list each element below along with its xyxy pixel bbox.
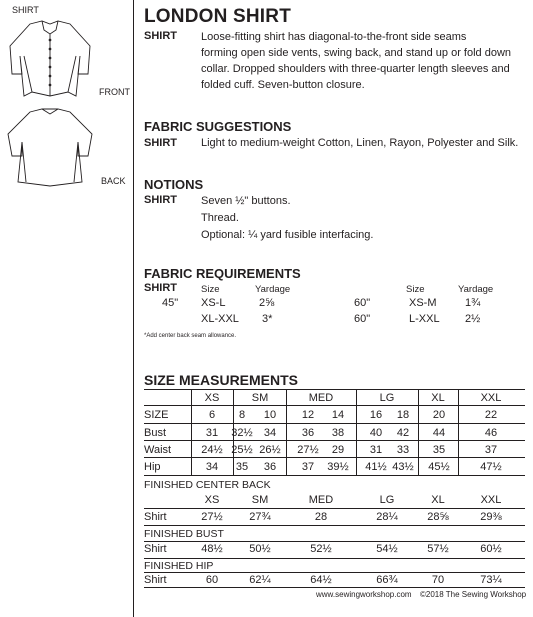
- finished-cb-cell: 27¾: [249, 511, 271, 523]
- finished-cb-cell: 28: [314, 511, 328, 523]
- size-group-header: XS: [204, 392, 220, 404]
- size-group-header: XXL: [480, 494, 502, 506]
- finished-center-back-heading: FINISHED CENTER BACK: [144, 479, 271, 491]
- hip-cell: 43½: [392, 461, 414, 473]
- table-col-rule: [286, 389, 287, 475]
- bust-cell: 46: [484, 427, 498, 439]
- hip-cell: 39½: [327, 461, 349, 473]
- waist-cell: 25½: [231, 444, 253, 456]
- finished-hip-cell: 70: [431, 574, 445, 586]
- hip-cell: 41½: [365, 461, 387, 473]
- yardage-header: Yardage: [255, 284, 291, 295]
- bust-cell: 44: [432, 427, 446, 439]
- req-size: L-XXL: [409, 313, 440, 325]
- bust-cell: 32½: [231, 427, 253, 439]
- waist-cell: 33: [396, 444, 410, 456]
- table-rule: [144, 475, 525, 476]
- size-group-header: SM: [251, 392, 269, 404]
- table-rule: [144, 389, 525, 390]
- size-cell: 18: [396, 409, 410, 421]
- size-measurements-heading: SIZE MEASUREMENTS: [144, 372, 299, 388]
- fabric-suggestions-heading: FABRIC SUGGESTIONS: [144, 119, 292, 134]
- size-group-header: LG: [379, 392, 395, 404]
- notion-item: Optional: ¼ yard fusible interfacing.: [201, 229, 374, 241]
- req-yardage: 2⅝: [259, 297, 275, 309]
- finished-bust-cell: 50½: [249, 543, 271, 555]
- table-rule: [144, 423, 525, 424]
- footnote: *Add center back seam allowance.: [144, 333, 237, 339]
- size-cell: 20: [432, 409, 446, 421]
- description-line: collar. Dropped shoulders with three-quarter length sleeves and: [201, 63, 510, 75]
- size-group-header: XS: [204, 494, 220, 506]
- fabric-width: 60": [354, 297, 371, 309]
- table-rule: [144, 525, 525, 526]
- shirt-front-illustration: [0, 16, 100, 101]
- size-cell: 16: [369, 409, 383, 421]
- finished-hip-cell: 60: [205, 574, 219, 586]
- hip-cell: 45½: [428, 461, 450, 473]
- footer-copyright: ©2018 The Sewing Workshop: [420, 590, 527, 599]
- finished-hip-cell: 66¾: [376, 574, 398, 586]
- finished-bust-cell: 60½: [480, 543, 502, 555]
- table-rule: [144, 440, 525, 441]
- row-label: Shirt: [144, 511, 167, 523]
- hip-cell: 47½: [480, 461, 502, 473]
- description-text: [201, 29, 511, 93]
- fabric-requirements-label: SHIRT: [144, 282, 177, 294]
- req-size: XS-L: [201, 297, 226, 309]
- size-header: Size: [406, 284, 425, 295]
- table-rule: [144, 541, 525, 542]
- description-line: folded cuff. Seven-button closure.: [201, 79, 365, 91]
- bust-cell: 31: [205, 427, 219, 439]
- req-yardage: 2½: [465, 313, 481, 325]
- table-col-rule: [191, 389, 192, 475]
- table-rule: [144, 572, 525, 573]
- finished-cb-cell: 27½: [201, 511, 223, 523]
- finished-bust-cell: 57½: [427, 543, 449, 555]
- finished-cb-cell: 28⅝: [427, 511, 449, 523]
- notions-label: SHIRT: [144, 194, 177, 206]
- notion-item: Thread.: [201, 212, 239, 224]
- waist-cell: 26½: [259, 444, 281, 456]
- finished-cb-cell: 28¼: [376, 511, 398, 523]
- row-label: Shirt: [144, 574, 167, 586]
- size-group-header: MED: [308, 494, 334, 506]
- waist-cell: 29: [331, 444, 345, 456]
- table-rule: [144, 587, 525, 588]
- size-group-header: XXL: [480, 392, 502, 404]
- table-rule: [144, 508, 525, 509]
- size-group-header: LG: [379, 494, 395, 506]
- description-line: forming open side vents, swing back, and stand up or fold down: [201, 47, 512, 59]
- notions-list: [201, 193, 373, 244]
- back-figure-label: BACK: [101, 176, 126, 186]
- row-label: SIZE: [144, 409, 169, 421]
- fabric-suggestions-text: Light to medium-weight Cotton, Linen, Rayon, Polyester and Silk.: [201, 137, 519, 149]
- finished-bust-cell: 54½: [376, 543, 398, 555]
- row-label: Waist: [144, 444, 172, 456]
- footer-website: www.sewingworkshop.com: [316, 590, 412, 599]
- shirt-figure-label: SHIRT: [12, 5, 39, 15]
- table-col-rule: [356, 389, 357, 475]
- front-figure-label: FRONT: [99, 87, 130, 97]
- page-title: LONDON SHIRT: [144, 6, 292, 27]
- finished-cb-cell: 29⅜: [480, 511, 502, 523]
- fabric-suggestions-label: SHIRT: [144, 137, 177, 149]
- finished-bust-heading: FINISHED BUST: [144, 528, 224, 540]
- row-label: Bust: [144, 427, 167, 439]
- size-group-header: XL: [431, 392, 445, 404]
- waist-cell: 24½: [201, 444, 223, 456]
- row-label: Hip: [144, 461, 161, 473]
- size-group-header: SM: [251, 494, 269, 506]
- table-col-rule: [418, 389, 419, 475]
- bust-cell: 40: [369, 427, 383, 439]
- table-rule: [144, 558, 525, 559]
- size-group-header: XL: [431, 494, 445, 506]
- row-label: Shirt: [144, 543, 167, 555]
- table-rule: [144, 457, 525, 458]
- size-group-header: MED: [308, 392, 334, 404]
- hip-cell: 34: [205, 461, 219, 473]
- bust-cell: 36: [301, 427, 315, 439]
- fabric-width: 45": [162, 297, 179, 309]
- bust-cell: 34: [263, 427, 277, 439]
- waist-cell: 35: [432, 444, 446, 456]
- finished-hip-cell: 64½: [310, 574, 332, 586]
- finished-hip-heading: FINISHED HIP: [144, 560, 214, 572]
- waist-cell: 31: [369, 444, 383, 456]
- size-cell: 12: [301, 409, 315, 421]
- waist-cell: 37: [484, 444, 498, 456]
- size-cell: 10: [263, 409, 277, 421]
- notions-heading: NOTIONS: [144, 177, 204, 192]
- size-cell: 8: [238, 409, 246, 421]
- hip-cell: 35: [235, 461, 249, 473]
- finished-hip-cell: 73¼: [480, 574, 502, 586]
- fabric-width: 60": [354, 313, 371, 325]
- size-cell: 22: [484, 409, 498, 421]
- fabric-requirements-heading: FABRIC REQUIREMENTS: [144, 266, 301, 281]
- finished-bust-cell: 52½: [310, 543, 332, 555]
- hip-cell: 36: [263, 461, 277, 473]
- hip-cell: 37: [301, 461, 315, 473]
- size-header: Size: [201, 284, 220, 295]
- waist-cell: 27½: [297, 444, 319, 456]
- size-cell: 6: [208, 409, 216, 421]
- req-yardage: 3*: [262, 313, 273, 325]
- req-yardage: 1¾: [465, 297, 481, 309]
- description-line: Loose-fitting shirt has diagonal-to-the-front side seams: [201, 31, 467, 43]
- bust-cell: 42: [396, 427, 410, 439]
- size-cell: 14: [331, 409, 345, 421]
- table-rule: [144, 405, 525, 406]
- shirt-back-illustration: [0, 106, 100, 188]
- finished-hip-cell: 62¼: [249, 574, 271, 586]
- description-label: SHIRT: [144, 30, 177, 42]
- finished-bust-cell: 48½: [201, 543, 223, 555]
- req-size: XS-M: [409, 297, 437, 309]
- notion-item: Seven ½" buttons.: [201, 195, 291, 207]
- column-divider: [133, 0, 134, 617]
- bust-cell: 38: [331, 427, 345, 439]
- yardage-header: Yardage: [458, 284, 494, 295]
- table-col-rule: [458, 389, 459, 475]
- req-size: XL-XXL: [201, 313, 239, 325]
